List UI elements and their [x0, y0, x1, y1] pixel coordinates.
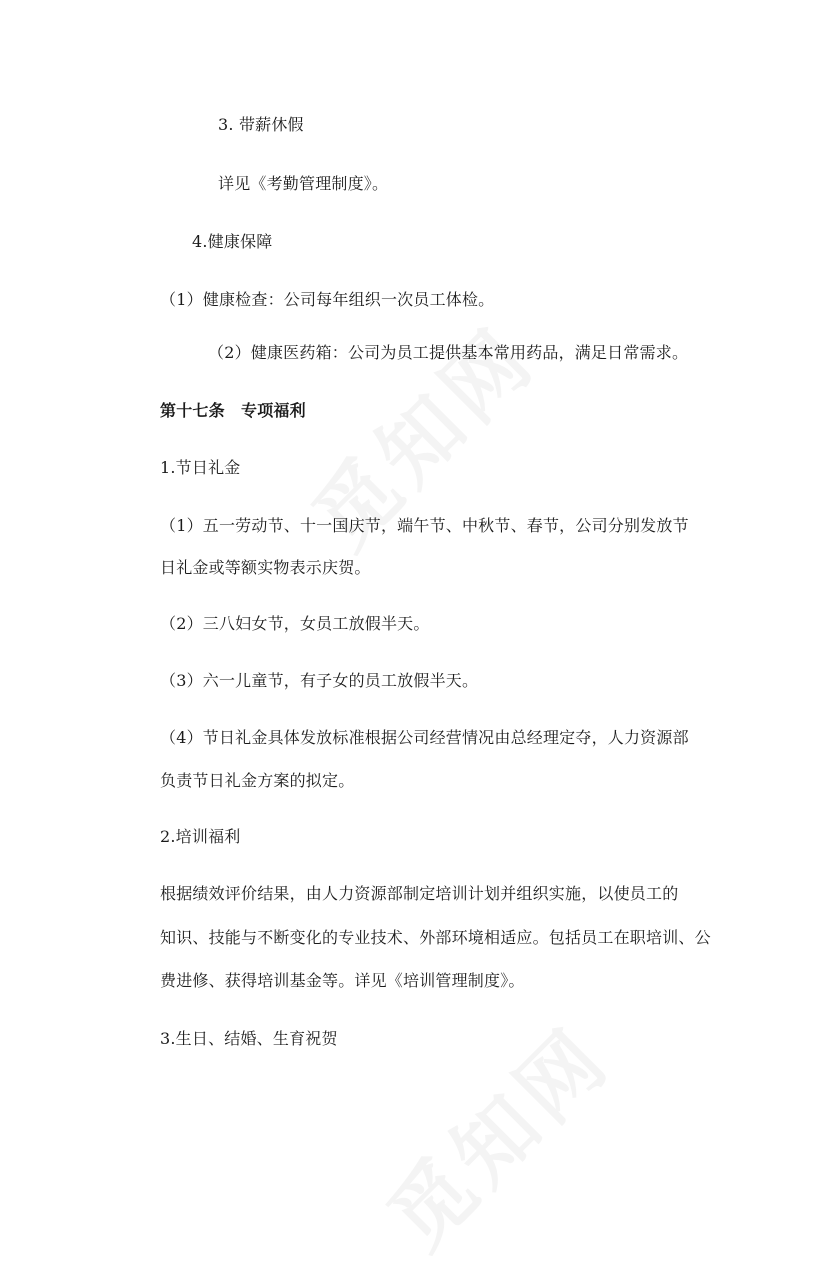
paragraph-training-b: 知识、技能与不断变化的专业技术、外部环境相适应。包括员工在职培训、公 [160, 928, 711, 947]
paragraph-attendance-reference: 详见《考勤管理制度》。 [218, 174, 389, 193]
list-item-childrens-day: （3）六一儿童节，有子女的员工放假半天。 [160, 671, 479, 690]
article-17-title: 第十七条 专项福利 [160, 401, 306, 420]
watermark-lower [358, 997, 632, 1270]
heading-celebrations: 3.生日、结婚、生育祝贺 [160, 1029, 338, 1048]
list-item-womens-day: （2）三八妇女节，女员工放假半天。 [160, 614, 430, 633]
list-item-holiday-gift-1b: 日礼金或等额实物表示庆贺。 [160, 558, 371, 577]
heading-paid-leave: 3. 带薪休假 [218, 115, 304, 134]
list-item-health-check: （1）健康检查：公司每年组织一次员工体检。 [160, 290, 495, 309]
paragraph-training-c: 费进修、获得培训基金等。详见《培训管理制度》。 [160, 971, 525, 990]
list-item-holiday-gift-1a: （1）五一劳动节、十一国庆节，端午节、中秋节、春节，公司分别发放节 [160, 516, 689, 535]
list-item-medicine-kit: （2）健康医药箱：公司为员工提供基本常用药品，满足日常需求。 [208, 343, 689, 362]
list-item-holiday-standard-b: 负责节日礼金方案的拟定。 [160, 771, 355, 790]
paragraph-training-a: 根据绩效评价结果，由人力资源部制定培训计划并组织实施，以使员工的 [160, 884, 679, 903]
heading-health-security: 4.健康保障 [192, 232, 273, 251]
heading-holiday-gift: 1.节日礼金 [160, 458, 241, 477]
list-item-holiday-standard-a: （4）节日礼金具体发放标准根据公司经营情况由总经理定夺，人力资源部 [160, 728, 689, 747]
heading-training-benefit: 2.培训福利 [160, 827, 241, 846]
